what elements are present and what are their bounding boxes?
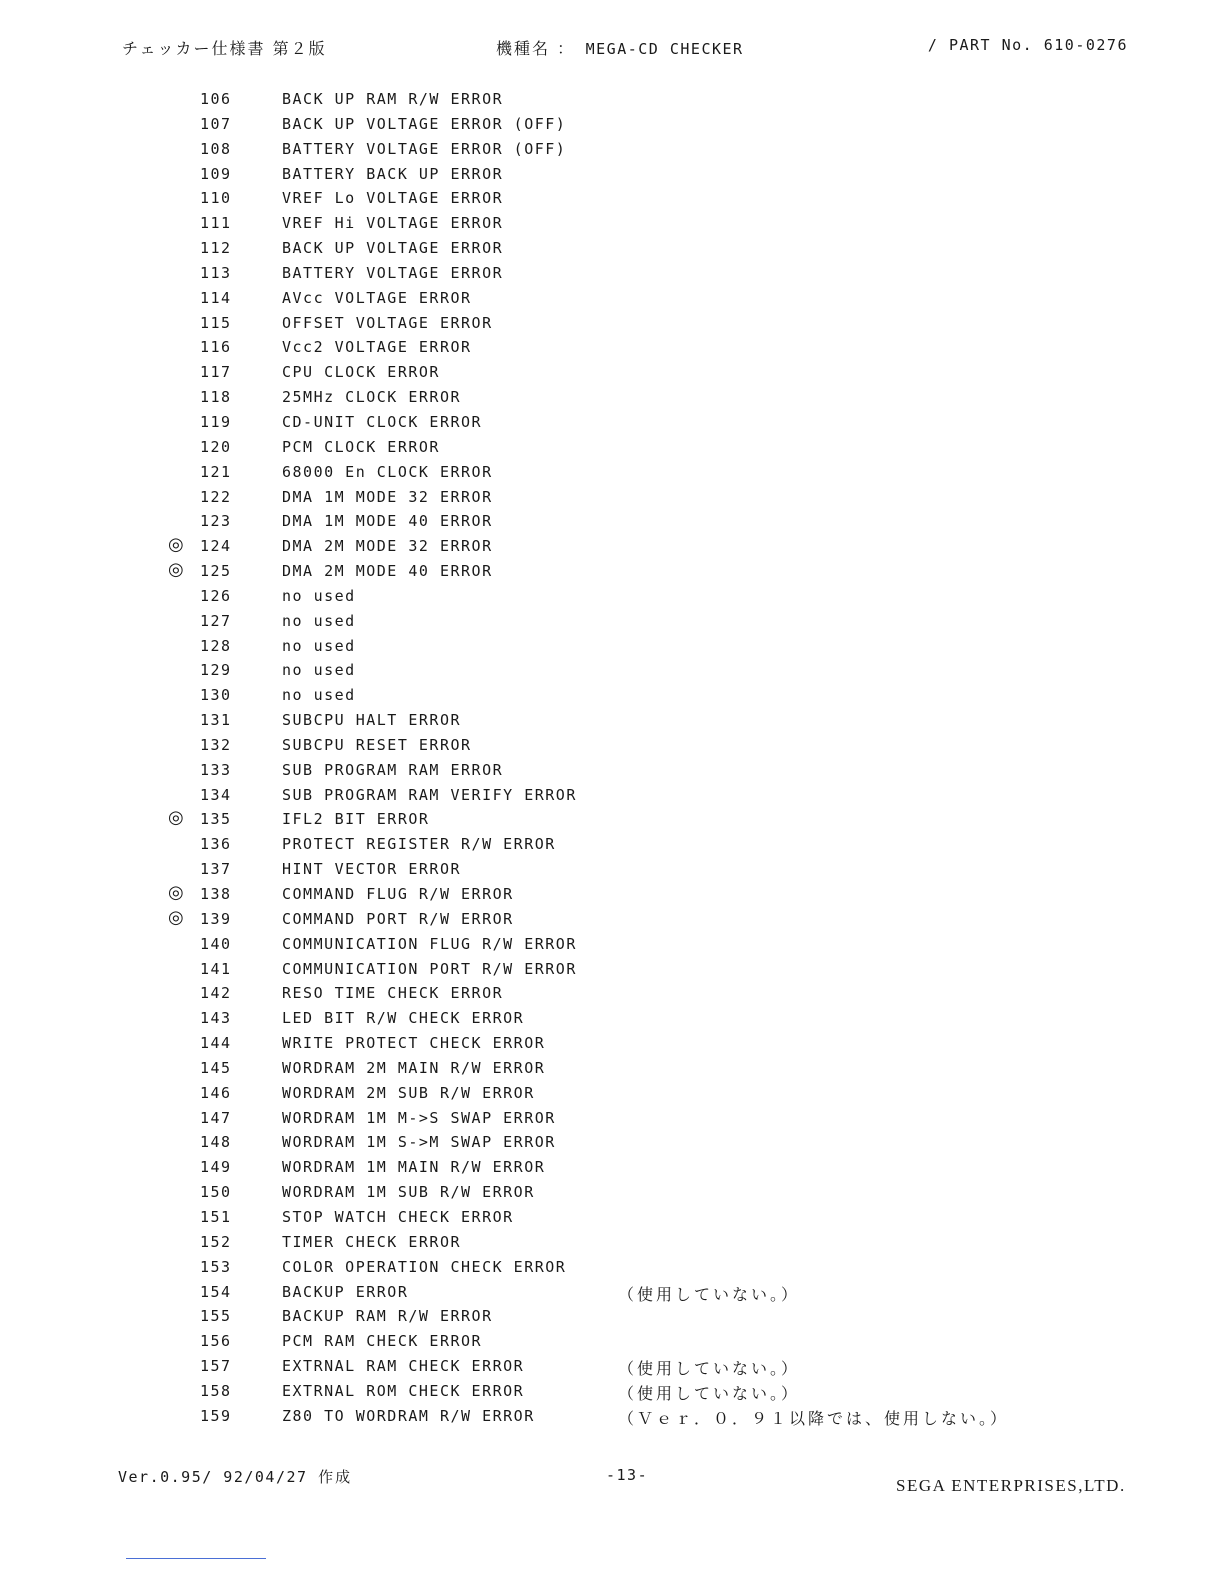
error-row [0,831,1224,856]
document-title: チェッカー仕様書 第２版 [122,39,327,58]
error-row [0,1055,1224,1080]
error-row [0,434,1224,459]
error-code: 125 [200,562,232,581]
error-row [0,1403,1224,1428]
error-code: 124 [200,537,232,556]
error-row [0,931,1224,956]
error-row [0,111,1224,136]
error-message: EXTRNAL ROM CHECK ERROR [282,1381,525,1400]
error-message: WORDRAM 1M M->S SWAP ERROR [282,1108,556,1127]
error-code: 135 [200,810,232,829]
error-message: WORDRAM 1M S->M SWAP ERROR [282,1133,556,1152]
error-message: HINT VECTOR ERROR [282,860,462,879]
error-row [0,881,1224,906]
important-mark-icon: ◎ [168,534,184,556]
error-message: COMMAND FLUG R/W ERROR [282,885,514,903]
error-row [0,1105,1224,1130]
error-code: 159 [200,1406,232,1425]
error-row [0,484,1224,509]
error-message: 25MHz CLOCK ERROR [282,388,462,407]
error-code: 138 [200,885,232,903]
error-message: COMMAND PORT R/W ERROR [282,909,514,928]
error-message: OFFSET VOLTAGE ERROR [282,313,493,332]
part-number: / PART No. 610-0276 [927,36,1128,54]
error-message: DMA 2M MODE 32 ERROR [282,537,493,556]
error-code: 112 [200,239,232,258]
error-row [0,956,1224,981]
error-code: 153 [200,1257,232,1276]
error-message: BACK UP VOLTAGE ERROR [282,239,504,258]
error-note: （使用していない。） [618,1284,801,1304]
error-code: 116 [200,338,232,357]
error-message: SUB PROGRAM RAM VERIFY ERROR [282,785,577,804]
error-row [0,384,1224,409]
error-code: 137 [200,860,232,879]
error-message: Z80 TO WORDRAM R/W ERROR [282,1406,535,1425]
version-info [118,1466,352,1487]
error-code: 107 [200,114,232,133]
important-mark-icon: ◎ [168,559,184,581]
error-message: STOP WATCH CHECK ERROR [282,1207,514,1226]
error-row [0,732,1224,757]
error-code: 142 [200,984,232,1003]
error-code: 136 [200,835,232,854]
error-row [0,980,1224,1005]
error-code: 128 [200,636,232,655]
error-message: no used [282,611,356,630]
error-message: BATTERY VOLTAGE ERROR (OFF) [282,139,567,158]
error-row [0,558,1224,583]
error-message: COMMUNICATION FLUG R/W ERROR [282,934,577,953]
error-row [0,210,1224,235]
error-row [0,633,1224,658]
error-code: 152 [200,1232,232,1251]
error-row [0,682,1224,707]
error-message: BATTERY VOLTAGE ERROR [282,263,504,282]
error-code: 119 [200,412,232,431]
error-row [0,285,1224,310]
error-row [0,161,1224,186]
error-row [0,86,1224,111]
error-row [0,1378,1224,1403]
error-row [0,359,1224,384]
error-code: 120 [200,437,232,456]
error-row [0,1279,1224,1304]
error-message: RESO TIME CHECK ERROR [282,984,504,1003]
error-row [0,1353,1224,1378]
error-row [0,707,1224,732]
error-row [0,657,1224,682]
error-code: 109 [200,164,232,183]
error-message: COLOR OPERATION CHECK ERROR [282,1257,567,1276]
error-row [0,782,1224,807]
error-row [0,508,1224,533]
error-message: SUBCPU HALT ERROR [282,711,462,730]
error-code: 115 [200,313,232,332]
error-code: 130 [200,686,232,705]
error-message: WORDRAM 2M MAIN R/W ERROR [282,1058,546,1077]
error-message: CPU CLOCK ERROR [282,363,440,382]
company-name: SEGA ENTERPRISES,LTD. [896,1476,1126,1495]
error-code: 158 [200,1381,232,1400]
error-code: 127 [200,611,232,630]
error-row [0,1254,1224,1279]
error-message: WORDRAM 1M MAIN R/W ERROR [282,1158,546,1177]
error-row [0,409,1224,434]
error-message: VREF Lo VOLTAGE ERROR [282,189,504,208]
error-row [0,906,1224,931]
error-row [0,1005,1224,1030]
version-date: Ver.0.95/ 92/04/27 [118,1468,308,1486]
page-number: -13- [606,1466,649,1484]
error-message: PROTECT REGISTER R/W ERROR [282,835,556,854]
error-row [0,459,1224,484]
error-message: WORDRAM 1M SUB R/W ERROR [282,1183,535,1202]
error-row [0,1030,1224,1055]
error-code: 144 [200,1034,232,1053]
error-message: no used [282,586,356,605]
error-message: CD-UNIT CLOCK ERROR [282,412,483,431]
error-note: （Ｖｅｒ．０．９１以降では、使用しない。） [618,1408,1010,1428]
error-code: 106 [200,90,232,108]
error-code: 110 [200,189,232,208]
error-message: LED BIT R/W CHECK ERROR [282,1009,525,1028]
error-message: no used [282,661,356,680]
error-code: 134 [200,785,232,804]
error-message: BACKUP RAM R/W ERROR [282,1307,493,1326]
important-mark-icon: ◎ [168,882,184,903]
error-row [0,260,1224,285]
error-message: no used [282,636,356,655]
error-code: 111 [200,214,232,233]
error-message: EXTRNAL RAM CHECK ERROR [282,1357,525,1376]
error-message: COMMUNICATION PORT R/W ERROR [282,959,577,978]
error-code: 146 [200,1083,232,1102]
error-row [0,1204,1224,1229]
error-code-list [0,86,1224,1428]
error-code: 121 [200,462,232,481]
error-message: VREF Hi VOLTAGE ERROR [282,214,504,233]
model-name-header [496,36,744,59]
error-message: WORDRAM 2M SUB R/W ERROR [282,1083,535,1102]
error-row [0,608,1224,633]
error-code: 147 [200,1108,232,1127]
error-message: IFL2 BIT ERROR [282,810,430,829]
error-message: Vcc2 VOLTAGE ERROR [282,338,472,357]
error-row [0,1154,1224,1179]
error-row [0,583,1224,608]
error-code: 150 [200,1183,232,1202]
error-row [0,856,1224,881]
important-mark-icon: ◎ [168,807,184,829]
created-label: 作成 [318,1468,353,1486]
error-code: 151 [200,1207,232,1226]
error-message: 68000 En CLOCK ERROR [282,462,493,481]
error-message: SUBCPU RESET ERROR [282,735,472,754]
error-row [0,1328,1224,1353]
error-code: 126 [200,586,232,605]
error-message: BATTERY BACK UP ERROR [282,164,504,183]
error-code: 139 [200,909,232,928]
important-mark-icon: ◎ [168,906,184,928]
error-message: DMA 1M MODE 40 ERROR [282,512,493,531]
error-code: 113 [200,263,232,282]
error-code: 132 [200,735,232,754]
model-name: MEGA-CD CHECKER [585,40,744,58]
error-row [0,1303,1224,1328]
error-message: no used [282,686,356,705]
blue-rule [126,1558,266,1559]
model-label: 機種名 ： [496,39,576,58]
error-code: 129 [200,661,232,680]
error-code: 141 [200,959,232,978]
error-note: （使用していない。） [618,1383,801,1403]
error-message: SUB PROGRAM RAM ERROR [282,760,504,779]
error-code: 123 [200,512,232,531]
error-message: BACK UP VOLTAGE ERROR (OFF) [282,114,567,133]
error-code: 143 [200,1009,232,1028]
error-code: 149 [200,1158,232,1177]
error-note: （使用していない。） [618,1359,801,1379]
error-row [0,533,1224,558]
error-code: 118 [200,388,232,407]
error-code: 155 [200,1307,232,1326]
error-row [0,757,1224,782]
error-code: 154 [200,1282,232,1301]
error-row [0,235,1224,260]
error-message: BACK UP RAM R/W ERROR [282,90,504,108]
error-code: 133 [200,760,232,779]
error-message: PCM CLOCK ERROR [282,437,440,456]
error-code: 131 [200,711,232,730]
error-row [0,1080,1224,1105]
error-code: 140 [200,934,232,953]
error-row [0,806,1224,831]
error-row [0,136,1224,161]
error-code: 156 [200,1332,232,1351]
error-message: AVcc VOLTAGE ERROR [282,288,472,307]
error-message: PCM RAM CHECK ERROR [282,1332,483,1351]
error-row [0,1229,1224,1254]
error-message: BACKUP ERROR [282,1282,409,1301]
error-message: WRITE PROTECT CHECK ERROR [282,1034,546,1053]
error-row [0,1129,1224,1154]
error-code: 157 [200,1357,232,1376]
error-message: TIMER CHECK ERROR [282,1232,462,1251]
error-row [0,334,1224,359]
error-code: 145 [200,1058,232,1077]
error-row [0,185,1224,210]
error-row [0,310,1224,335]
error-code: 122 [200,487,232,506]
error-row [0,1179,1224,1204]
error-code: 117 [200,363,232,382]
error-code: 148 [200,1133,232,1152]
error-message: DMA 1M MODE 32 ERROR [282,487,493,506]
error-code: 108 [200,139,232,158]
error-code: 114 [200,288,232,307]
error-message: DMA 2M MODE 40 ERROR [282,562,493,581]
